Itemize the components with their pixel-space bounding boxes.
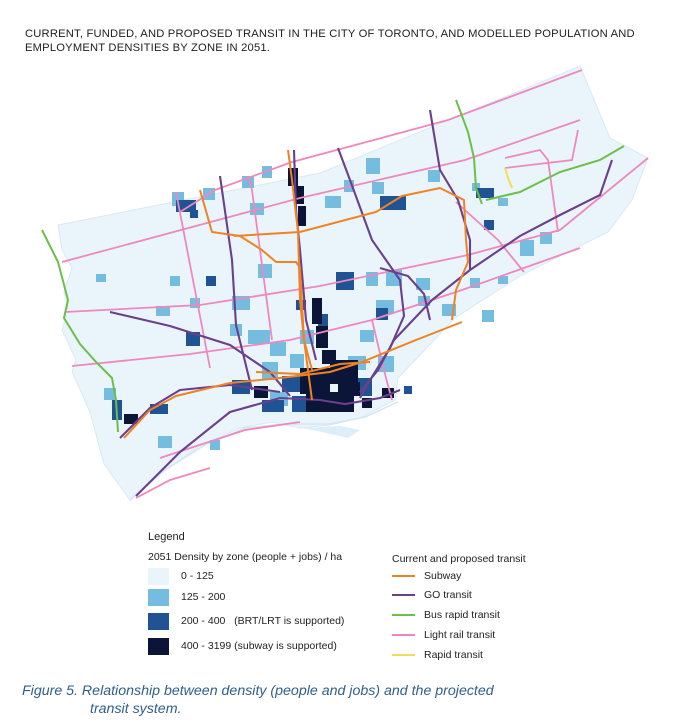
density-swatch-200-400: [148, 613, 169, 630]
figure-caption: [22, 682, 642, 718]
transit-legend-label: Subway: [424, 570, 462, 582]
bus-rapid-transit-line-sample: [392, 614, 415, 616]
density-swatch-125-200: [148, 589, 169, 606]
density-legend-heading: 2051 Density by zone (people + jobs) / ha: [148, 551, 343, 563]
transit-legend-heading: Current and proposed transit: [392, 553, 526, 565]
go-transit-line-sample: [392, 594, 415, 596]
subway-line-sample: [392, 575, 415, 577]
density-legend-label: 0 - 125: [181, 570, 214, 582]
transit-legend-item: [392, 627, 495, 643]
transit-legend-item: [392, 607, 500, 623]
transit-legend-label: Rapid transit: [424, 649, 483, 661]
density-legend-label: 200 - 400 (BRT/LRT is supported): [181, 615, 345, 627]
map-title: CURRENT, FUNDED, AND PROPOSED TRANSIT IN THE CITY OF TORONTO, AND MODELLED POPULATION AND EMPLOYMENT DENSITIES BY ZONE IN 2051.: [25, 28, 635, 54]
density-swatch-0-125: [148, 568, 169, 585]
density-legend-item: [148, 566, 214, 586]
density-legend-item: [148, 587, 225, 607]
toronto-island: [302, 426, 360, 438]
density-legend-label: 125 - 200: [181, 591, 226, 603]
density-legend-label: 400 - 3199 (subway is supported): [181, 640, 337, 652]
light-rail-transit-line-sample: [392, 634, 415, 636]
rapid-transit-line-sample: [392, 654, 415, 656]
transit-legend-label: Bus rapid transit: [424, 609, 500, 621]
density-swatch-400-3199: [148, 638, 169, 655]
transit-legend-item: [392, 568, 461, 584]
density-legend-item: [148, 611, 344, 631]
transit-legend-label: Light rail transit: [424, 629, 496, 641]
legend-title: Legend: [148, 531, 185, 543]
caption-line-1: Figure 5. Relationship between density (people and jobs) and the projected: [22, 683, 494, 699]
transit-legend-item: [392, 647, 483, 663]
transit-legend-item: [392, 587, 472, 603]
caption-line-2: transit system.: [90, 701, 182, 717]
density-legend-item: [148, 636, 337, 656]
transit-legend-label: GO transit: [424, 589, 472, 601]
